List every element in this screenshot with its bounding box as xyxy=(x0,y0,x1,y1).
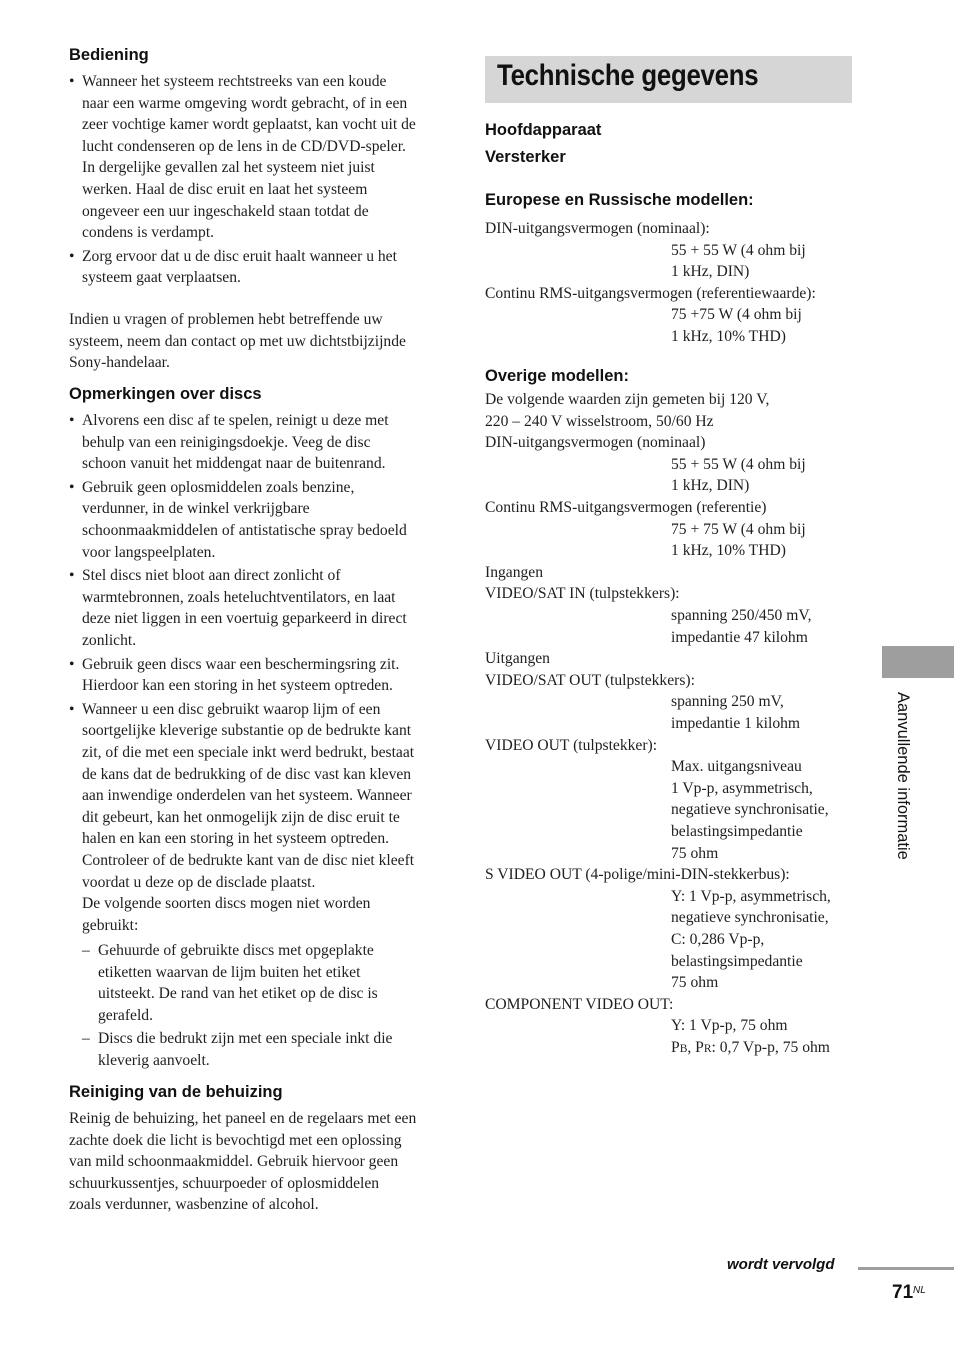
heading-europese-modellen: Europese en Russische modellen: xyxy=(485,191,754,209)
bullet-text-line: zeer vochtige kamer wordt geplaatst, kan vocht uit de xyxy=(82,116,416,134)
spec-value-line: 55 + 55 W (4 ohm bij xyxy=(671,241,806,259)
paragraph-line: van mild schoonmaakmiddel. Gebruik hiervoor geen xyxy=(69,1153,399,1171)
page-language-suffix: NL xyxy=(913,1285,926,1296)
bullet-text-line: verdunner, in de winkel verkrijgbare xyxy=(82,500,310,518)
bullet-text-line: de kans dat de bedrukking of de disc vast kan kleven xyxy=(82,765,412,783)
spec-value-line: impedantie 1 kilohm xyxy=(671,715,801,732)
bullet-text-line: behulp van een reinigingsdoekje. Veeg de disc xyxy=(82,433,371,451)
pbpr-part: , P xyxy=(687,1039,704,1056)
spec-value-line: 75 ohm xyxy=(671,974,719,992)
spec-value-line: Y: 1 Vp-p, 75 ohm xyxy=(671,1017,788,1035)
heading-hoofdapparaat: Hoofdapparaat xyxy=(485,121,602,139)
bullet-text-line: soortgelijke kleverige substantie op de bedrukte kant xyxy=(82,722,412,740)
bullet-text-line: Gebruik geen oplosmiddelen zoals benzine, xyxy=(82,478,355,496)
dash-text-line: uitsteekt. De rand van het etiket op de disc is xyxy=(98,985,378,1003)
spec-label-line: Ingangen xyxy=(485,563,544,581)
paragraph-line: zachte doek die licht is bevochtigd met een oplossing xyxy=(69,1131,402,1149)
bullet-text-line: voor langspeelplaten. xyxy=(82,543,216,561)
spec-value-line: Max. uitgangsniveau xyxy=(671,758,802,776)
continued-rule xyxy=(858,1267,954,1270)
heading-bediening: Bediening xyxy=(69,46,149,64)
bullet-text-line: Hierdoor kan een storing in het systeem optreden. xyxy=(82,677,393,695)
page-number: 71 xyxy=(892,1282,914,1303)
bullet-text-line: In dergelijke gevallen zal het systeem niet juist xyxy=(82,159,375,177)
spec-label-line: COMPONENT VIDEO OUT: xyxy=(485,995,674,1013)
spec-label-line: Continu RMS-uitgangsvermogen (referentie) xyxy=(485,499,767,516)
bullet-text-line: systeem gaat verplaatsen. xyxy=(82,269,241,287)
spec-value-line: belastingsimpedantie xyxy=(671,952,803,970)
paragraph-line: Reinig de behuizing, het paneel en de regelaars met een xyxy=(69,1110,417,1127)
spec-value-line: 1 kHz, 10% THD) xyxy=(671,542,786,560)
spec-value-line: 75 +75 W (4 ohm bij xyxy=(671,306,802,324)
spec-label-line: DIN-uitgangsvermogen (nominaal) xyxy=(485,434,706,452)
paragraph-line: systeem, neem dan contact op met uw dichtstbijzijnde xyxy=(69,332,406,350)
spec-label-line: VIDEO OUT (tulpstekker): xyxy=(485,736,658,754)
paragraph-line: schuurkussentjes, schuurpoeder of oplosmiddelen xyxy=(69,1174,380,1192)
spec-value-line: 1 kHz, DIN) xyxy=(671,263,750,281)
bullet-marker: • xyxy=(69,700,75,718)
dash-text-line: etiketten waarvan de lijm buiten het etiket xyxy=(98,963,361,981)
bullet-marker: • xyxy=(69,73,75,90)
spec-label-line: De volgende waarden zijn gemeten bij 120 V, xyxy=(485,391,770,408)
spec-label-line: 220 – 240 V wisselstroom, 50/60 Hz xyxy=(485,412,714,430)
continued-label: wordt vervolgd xyxy=(727,1256,835,1273)
dash-text-line: kleverig aanvoelt. xyxy=(98,1052,210,1069)
spec-value-line: belastingsimpedantie xyxy=(671,823,803,840)
bullet-text-line: Wanneer het systeem rechtstreeks van een koude xyxy=(82,73,387,90)
paragraph-line: Indien u vragen of problemen hebt betreffende uw xyxy=(69,311,383,328)
bullet-text-line: Wanneer u een disc gebruikt waarop lijm of een xyxy=(82,700,381,718)
bullet-text-line: halen en kan een storing in het systeem optreden. xyxy=(82,830,390,848)
dash-text-line: gerafeld. xyxy=(98,1006,153,1024)
heading-versterker: Versterker xyxy=(485,148,566,166)
bullet-text-line: condens is verdampt. xyxy=(82,224,215,242)
bullet-text-line: warmtebronnen, zoals heteluchtventilators, en laat xyxy=(82,588,396,606)
dash-marker: – xyxy=(82,942,90,959)
spec-value-line: spanning 250 mV, xyxy=(671,693,784,711)
spec-label-line: VIDEO/SAT IN (tulpstekkers): xyxy=(485,585,680,603)
bullet-text-line: schoon vanuit het middengat naar de buitenrand. xyxy=(82,455,386,473)
bullet-text-line: zit, of die met een speciale inkt werd bedrukt, bestaat xyxy=(82,744,415,761)
dash-text-line: Gehuurde of gebruikte discs met opgeplakte xyxy=(98,942,374,959)
heading-overige-modellen: Overige modellen: xyxy=(485,367,629,385)
heading-opmerkingen-over-discs: Opmerkingen over discs xyxy=(69,385,262,403)
section-title-bar xyxy=(485,56,852,103)
bullet-text-line: werken. Haal de disc eruit en laat het systeem xyxy=(82,181,368,198)
pbpr-part: R xyxy=(703,1043,712,1055)
dash-text-line: Discs die bedrukt zijn met een speciale inkt die xyxy=(98,1030,393,1048)
spec-label-line: S VIDEO OUT (4-polige/mini-DIN-stekkerbus): xyxy=(485,866,790,884)
bullet-marker: • xyxy=(69,478,75,496)
bullet-marker: • xyxy=(69,247,75,265)
bullet-text-line: lucht condenseren op de lens in de CD/DVD-speler. xyxy=(82,137,406,155)
pbpr-part: B xyxy=(679,1043,688,1055)
bullet-text-line: Zorg ervoor dat u de disc eruit haalt wanneer u het xyxy=(82,247,397,265)
bullet-text-line: Controleer of de bedrukte kant van de disc niet kleeft xyxy=(82,852,415,869)
spec-label-line: Continu RMS-uitgangsvermogen (referentiewaarde): xyxy=(485,284,816,302)
spec-label-line: VIDEO/SAT OUT (tulpstekkers): xyxy=(485,671,695,689)
bullet-text-line: zonlicht. xyxy=(82,632,137,649)
chapter-tab-marker xyxy=(882,646,954,678)
spec-value-line: 75 ohm xyxy=(671,844,719,862)
bullet-text-line: voordat u deze op de disclade plaatst. xyxy=(82,873,316,891)
bullet-text-line: Gebruik geen discs waar een beschermingsring zit. xyxy=(82,655,400,673)
bullet-text-line: schoonmaakmiddelen of antistatische spray bedoeld xyxy=(82,522,407,539)
spec-value-line-pbpr xyxy=(671,1037,830,1061)
chapter-tab-label: Aanvullende informatie xyxy=(894,692,912,860)
spec-value-line: 1 kHz, 10% THD) xyxy=(671,328,786,345)
pbpr-part: : 0,7 Vp-p, 75 ohm xyxy=(711,1039,830,1056)
bullet-marker: • xyxy=(69,567,75,585)
pbpr-part: P xyxy=(671,1039,680,1056)
spec-value-line: Y: 1 Vp-p, asymmetrisch, xyxy=(671,887,831,905)
spec-value-line: negatieve synchronisatie, xyxy=(671,909,829,927)
spec-value-line: C: 0,286 Vp-p, xyxy=(671,931,765,948)
paragraph-line: Sony-handelaar. xyxy=(69,354,170,372)
heading-reiniging-van-de-behuizing: Reiniging van de behuizing xyxy=(69,1083,283,1101)
spec-value-line: 75 + 75 W (4 ohm bij xyxy=(671,520,806,538)
bullet-marker: • xyxy=(69,412,75,429)
bullet-text-line: deze niet liggen in een voertuig geparkeerd in direct xyxy=(82,610,407,628)
bullet-text-line: Alvorens een disc af te spelen, reinigt u deze met xyxy=(82,412,389,429)
spec-value-line: negatieve synchronisatie, xyxy=(671,801,829,819)
bullet-marker: • xyxy=(69,655,75,673)
spec-label-line: Uitgangen xyxy=(485,650,550,668)
bullet-text-line: naar een warme omgeving wordt gebracht, of in een xyxy=(82,94,408,112)
spec-label-line: DIN-uitgangsvermogen (nominaal): xyxy=(485,220,710,237)
spec-value-line: 55 + 55 W (4 ohm bij xyxy=(671,455,806,473)
paragraph-line: zoals verdunner, wasbenzine of alcohol. xyxy=(69,1196,319,1214)
spec-value-line: spanning 250/450 mV, xyxy=(671,607,812,624)
bullet-text-line: ongeveer een uur ingeschakeld staan totdat de xyxy=(82,202,369,220)
spec-value-line: impedantie 47 kilohm xyxy=(671,628,808,646)
spec-value-line: 1 kHz, DIN) xyxy=(671,477,750,495)
dash-marker: – xyxy=(82,1030,90,1048)
spec-value-line: 1 Vp-p, asymmetrisch, xyxy=(671,779,813,797)
page-title: Technische gegevens xyxy=(497,59,759,92)
bullet-text-line: dit gebeurt, kan het onmogelijk zijn de disc eruit te xyxy=(82,808,400,826)
bullet-text-line: aan inwendige onderdelen van het systeem. Wanneer xyxy=(82,787,412,805)
bullet-text-line: De volgende soorten discs mogen niet worden xyxy=(82,895,371,913)
bullet-text-line: gebruikt: xyxy=(82,916,139,934)
bullet-text-line: Stel discs niet bloot aan direct zonlicht of xyxy=(82,567,341,585)
